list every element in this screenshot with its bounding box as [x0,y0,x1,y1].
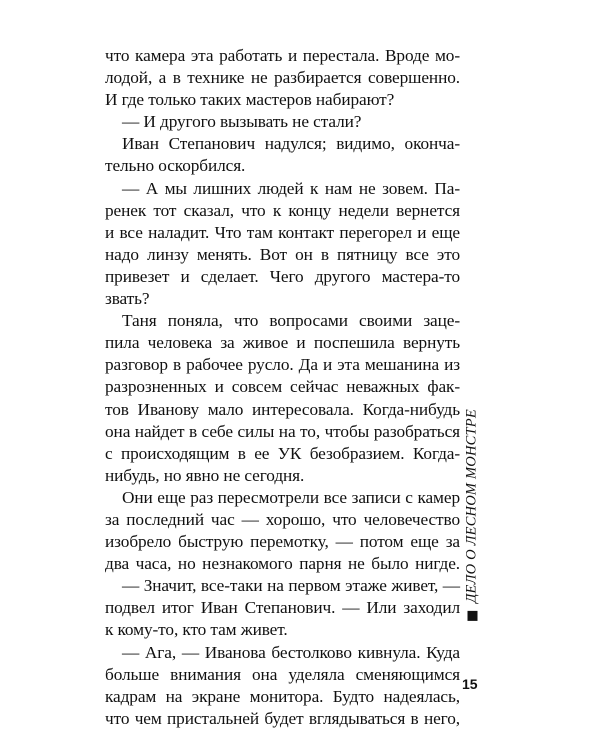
text-line: тельно оскорбился. [105,156,246,176]
text-line: изобрело быструю перемотку, — потом еще за [105,532,460,552]
text-line: подвел итог Иван Степанович. — Или заходил [105,598,460,618]
square-bullet-icon [467,611,477,621]
text-line: что камера эта работать и перестала. Вроде мо- [105,46,460,65]
text-line: — Значит, все-таки на первом этаже живет, — [122,576,460,596]
text-line: нибудь, но явно не сегодня. [105,465,305,485]
text-line: больше внимания она уделяла сменяющимся [105,664,460,684]
text-line: к кому-то, кто там живет. [105,620,288,640]
text-line: Таня поняла, что вопросами своими заце- [122,311,460,331]
text-line: разговор в рабочее русло. Да и эта мешанина из [105,355,460,375]
text-line: что чем пристальней будет вглядываться в него, [105,708,460,728]
text-line: два часа, но незнакомого парня не было нигде. [105,554,460,574]
text-line: лодой, а в технике не разбирается совершенно. [105,68,460,88]
text-line: и все наладит. Что там контакт перегорел и еще [105,222,460,242]
text-line: кадрам на экране монитора. Будто надеялась, [105,686,460,706]
text-line: привезет и сделает. Чего другого мастера-то [105,266,460,286]
text-line: пила человека за живое и поспешила вернуть [105,333,460,353]
text-line: разрозненных и совсем сейчас неважных фак- [105,377,460,397]
running-head-title: ДЕЛО О ЛЕСНОМ МОНСТРЕ [463,409,480,603]
text-line: Они еще раз пересмотрели все записи с камер [122,487,460,507]
page-number: 15 [462,676,478,692]
text-line: ренек тот сказал, что к концу недели вернется [105,200,460,220]
text-line: звать? [105,289,150,309]
text-line: тов Иванову мало интересовала. Когда-нибудь [105,399,460,419]
body-text [105,45,460,730]
text-line: Иван Степанович надулся; видимо, оконча- [122,134,460,154]
text-line: — А мы лишних людей к нам не зовем. Па- [122,178,460,198]
text-line: — Ага, — Иванова бестолково кивнула. Куда [122,642,460,662]
text-line: с происходящим в ее УК безобразием. Когда- [105,443,460,463]
text-line: надо линзу менять. Вот он в пятницу все это [105,244,460,264]
text-line: — И другого вызывать не стали? [122,112,362,132]
text-line: за последний час — хорошо, что человечество [105,509,460,529]
text-line: она найдет в себе силы на то, чтобы разобраться [105,421,460,441]
text-line: И где только таких мастеров набирают? [105,90,395,110]
